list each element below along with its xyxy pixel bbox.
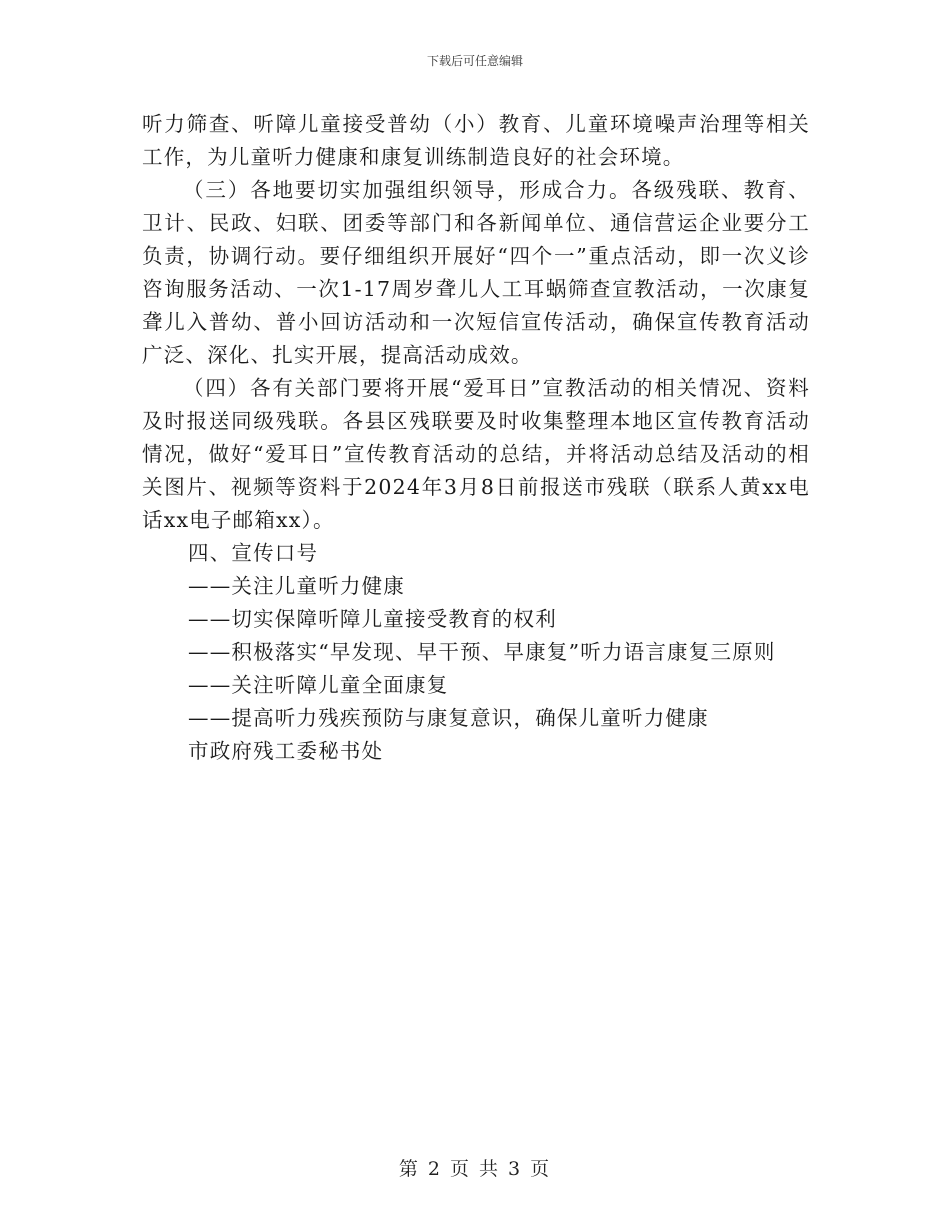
page-number: [0, 1154, 950, 1181]
slogan-item: ——提高听力残疾预防与康复意识，确保儿童听力健康: [188, 706, 709, 730]
slogan-item: ——切实保障听障儿童接受教育的权利: [188, 607, 557, 631]
document-body: [142, 108, 810, 768]
page-mid: 页 共: [449, 1158, 501, 1180]
page-total: 3: [508, 1158, 523, 1180]
paragraph-continuation: 听力筛查、听障儿童接受普幼（小）教育、儿童环境噪声治理等相关工作，为儿童听力健康和康复训练制造良好的社会环境。: [142, 112, 810, 169]
paragraph-item-three: （三）各地要切实加强组织领导，形成合力。各级残联、教育、卫计、民政、妇联、团委等部门和各新闻单位、通信营运企业要分工负责，协调行动。要仔细组织开展好“四个一”重点活动，即一次义诊咨询服务活动、一次1-17周岁聋儿人工耳蜗筛查宣教活动，一次康复聋儿入普幼、普小回访活动和一次短信宣传活动，确保宣传教育活动广泛、深化、扎实开展，提高活动成效。: [142, 178, 810, 367]
slogan-item: ——关注儿童听力健康: [188, 574, 405, 598]
page-prefix: 第: [398, 1158, 420, 1180]
slogan-item: ——积极落实“早发现、早干预、早康复”听力语言康复三原则: [188, 640, 776, 664]
paragraph-item-four: （四）各有关部门要将开展“爱耳日”宣教活动的相关情况、资料及时报送同级残联。各县区残联要及时收集整理本地区宣传教育活动情况，做好“爱耳日”宣传教育活动的总结，并将活动总结及活动的相关图片、视频等资料于2024年3月8日前报送市残联（联系人黄xx电话xx电子邮箱xx）。: [142, 376, 810, 532]
page-suffix: 页: [530, 1158, 552, 1180]
page-current: 2: [427, 1158, 442, 1180]
slogan-item: ——关注听障儿童全面康复: [188, 673, 449, 697]
section-heading-slogans: 四、宣传口号: [188, 541, 319, 565]
signature: 市政府残工委秘书处: [188, 739, 384, 763]
header-note: 下载后可任意编辑: [426, 54, 523, 68]
